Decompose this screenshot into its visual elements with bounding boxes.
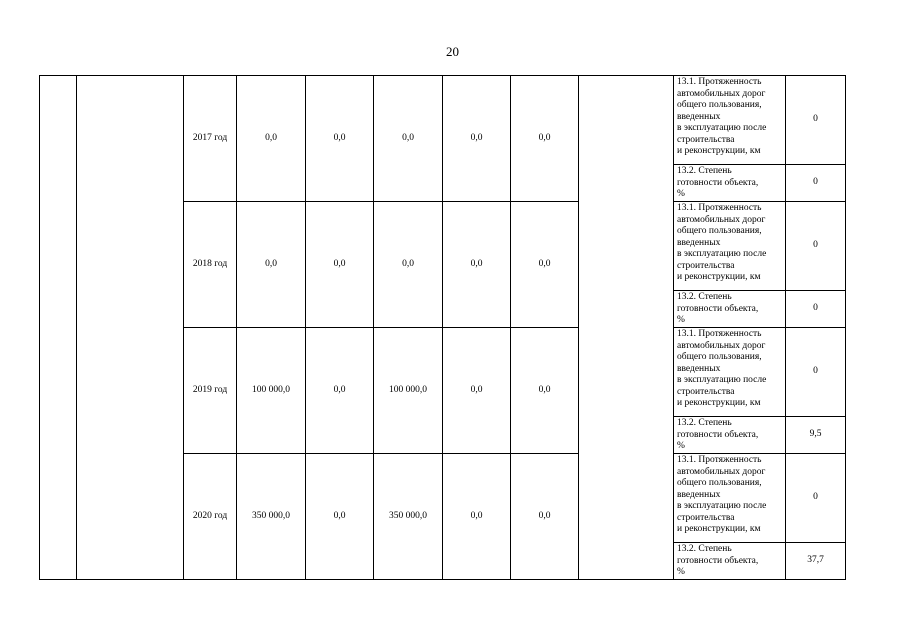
- indicator-value: 9,5: [786, 417, 846, 454]
- value-cell: 0,0: [511, 76, 579, 202]
- indicator-name: 13.2. Степень готовности объекта, %: [674, 291, 786, 328]
- value-cell: 0,0: [443, 454, 511, 580]
- indicator-value: 0: [786, 76, 846, 165]
- value-cell: 0,0: [306, 202, 374, 328]
- value-cell: 0,0: [237, 76, 306, 202]
- indicator-name: 13.2. Степень готовности объекта, %: [674, 165, 786, 202]
- value-cell: 350 000,0: [374, 454, 443, 580]
- indicator-value: 0: [786, 165, 846, 202]
- program-table: [39, 75, 846, 580]
- value-cell: 0,0: [443, 328, 511, 454]
- indicator-name: 13.1. Протяженность автомобильных дорог общего пользования, введенных в эксплуатацию после строительства и реконструкции, км: [674, 76, 786, 165]
- indicator-value: 0: [786, 202, 846, 291]
- value-cell: 0,0: [237, 202, 306, 328]
- indicator-name: 13.1. Протяженность автомобильных дорог общего пользования, введенных в эксплуатацию после строительства и реконструкции, км: [674, 454, 786, 543]
- empty-cell-number: [40, 76, 77, 580]
- indicator-name: 13.2. Степень готовности объекта, %: [674, 543, 786, 580]
- empty-cell-name: [77, 76, 184, 580]
- value-cell: 100 000,0: [237, 328, 306, 454]
- year-cell: 2020 год: [184, 454, 237, 580]
- indicator-value: 0: [786, 454, 846, 543]
- value-cell: 0,0: [306, 76, 374, 202]
- indicator-name: 13.1. Протяженность автомобильных дорог общего пользования, введенных в эксплуатацию после строительства и реконструкции, км: [674, 202, 786, 291]
- value-cell: 100 000,0: [374, 328, 443, 454]
- year-cell: 2017 год: [184, 76, 237, 202]
- indicator-value: 37,7: [786, 543, 846, 580]
- year-cell: 2018 год: [184, 202, 237, 328]
- table-row: [40, 76, 846, 165]
- value-cell: 0,0: [511, 328, 579, 454]
- year-cell: 2019 год: [184, 328, 237, 454]
- value-cell: 0,0: [511, 454, 579, 580]
- indicator-value: 0: [786, 328, 846, 417]
- value-cell: 0,0: [511, 202, 579, 328]
- value-cell: 350 000,0: [237, 454, 306, 580]
- value-cell: 0,0: [374, 76, 443, 202]
- value-cell: 0,0: [306, 454, 374, 580]
- indicator-name: 13.1. Протяженность автомобильных дорог общего пользования, введенных в эксплуатацию после строительства и реконструкции, км: [674, 328, 786, 417]
- value-cell: 0,0: [443, 202, 511, 328]
- empty-cell-executor: [579, 76, 674, 580]
- value-cell: 0,0: [443, 76, 511, 202]
- page-number: 20: [446, 44, 459, 59]
- value-cell: 0,0: [306, 328, 374, 454]
- indicator-name: 13.2. Степень готовности объекта, %: [674, 417, 786, 454]
- indicator-value: 0: [786, 291, 846, 328]
- value-cell: 0,0: [374, 202, 443, 328]
